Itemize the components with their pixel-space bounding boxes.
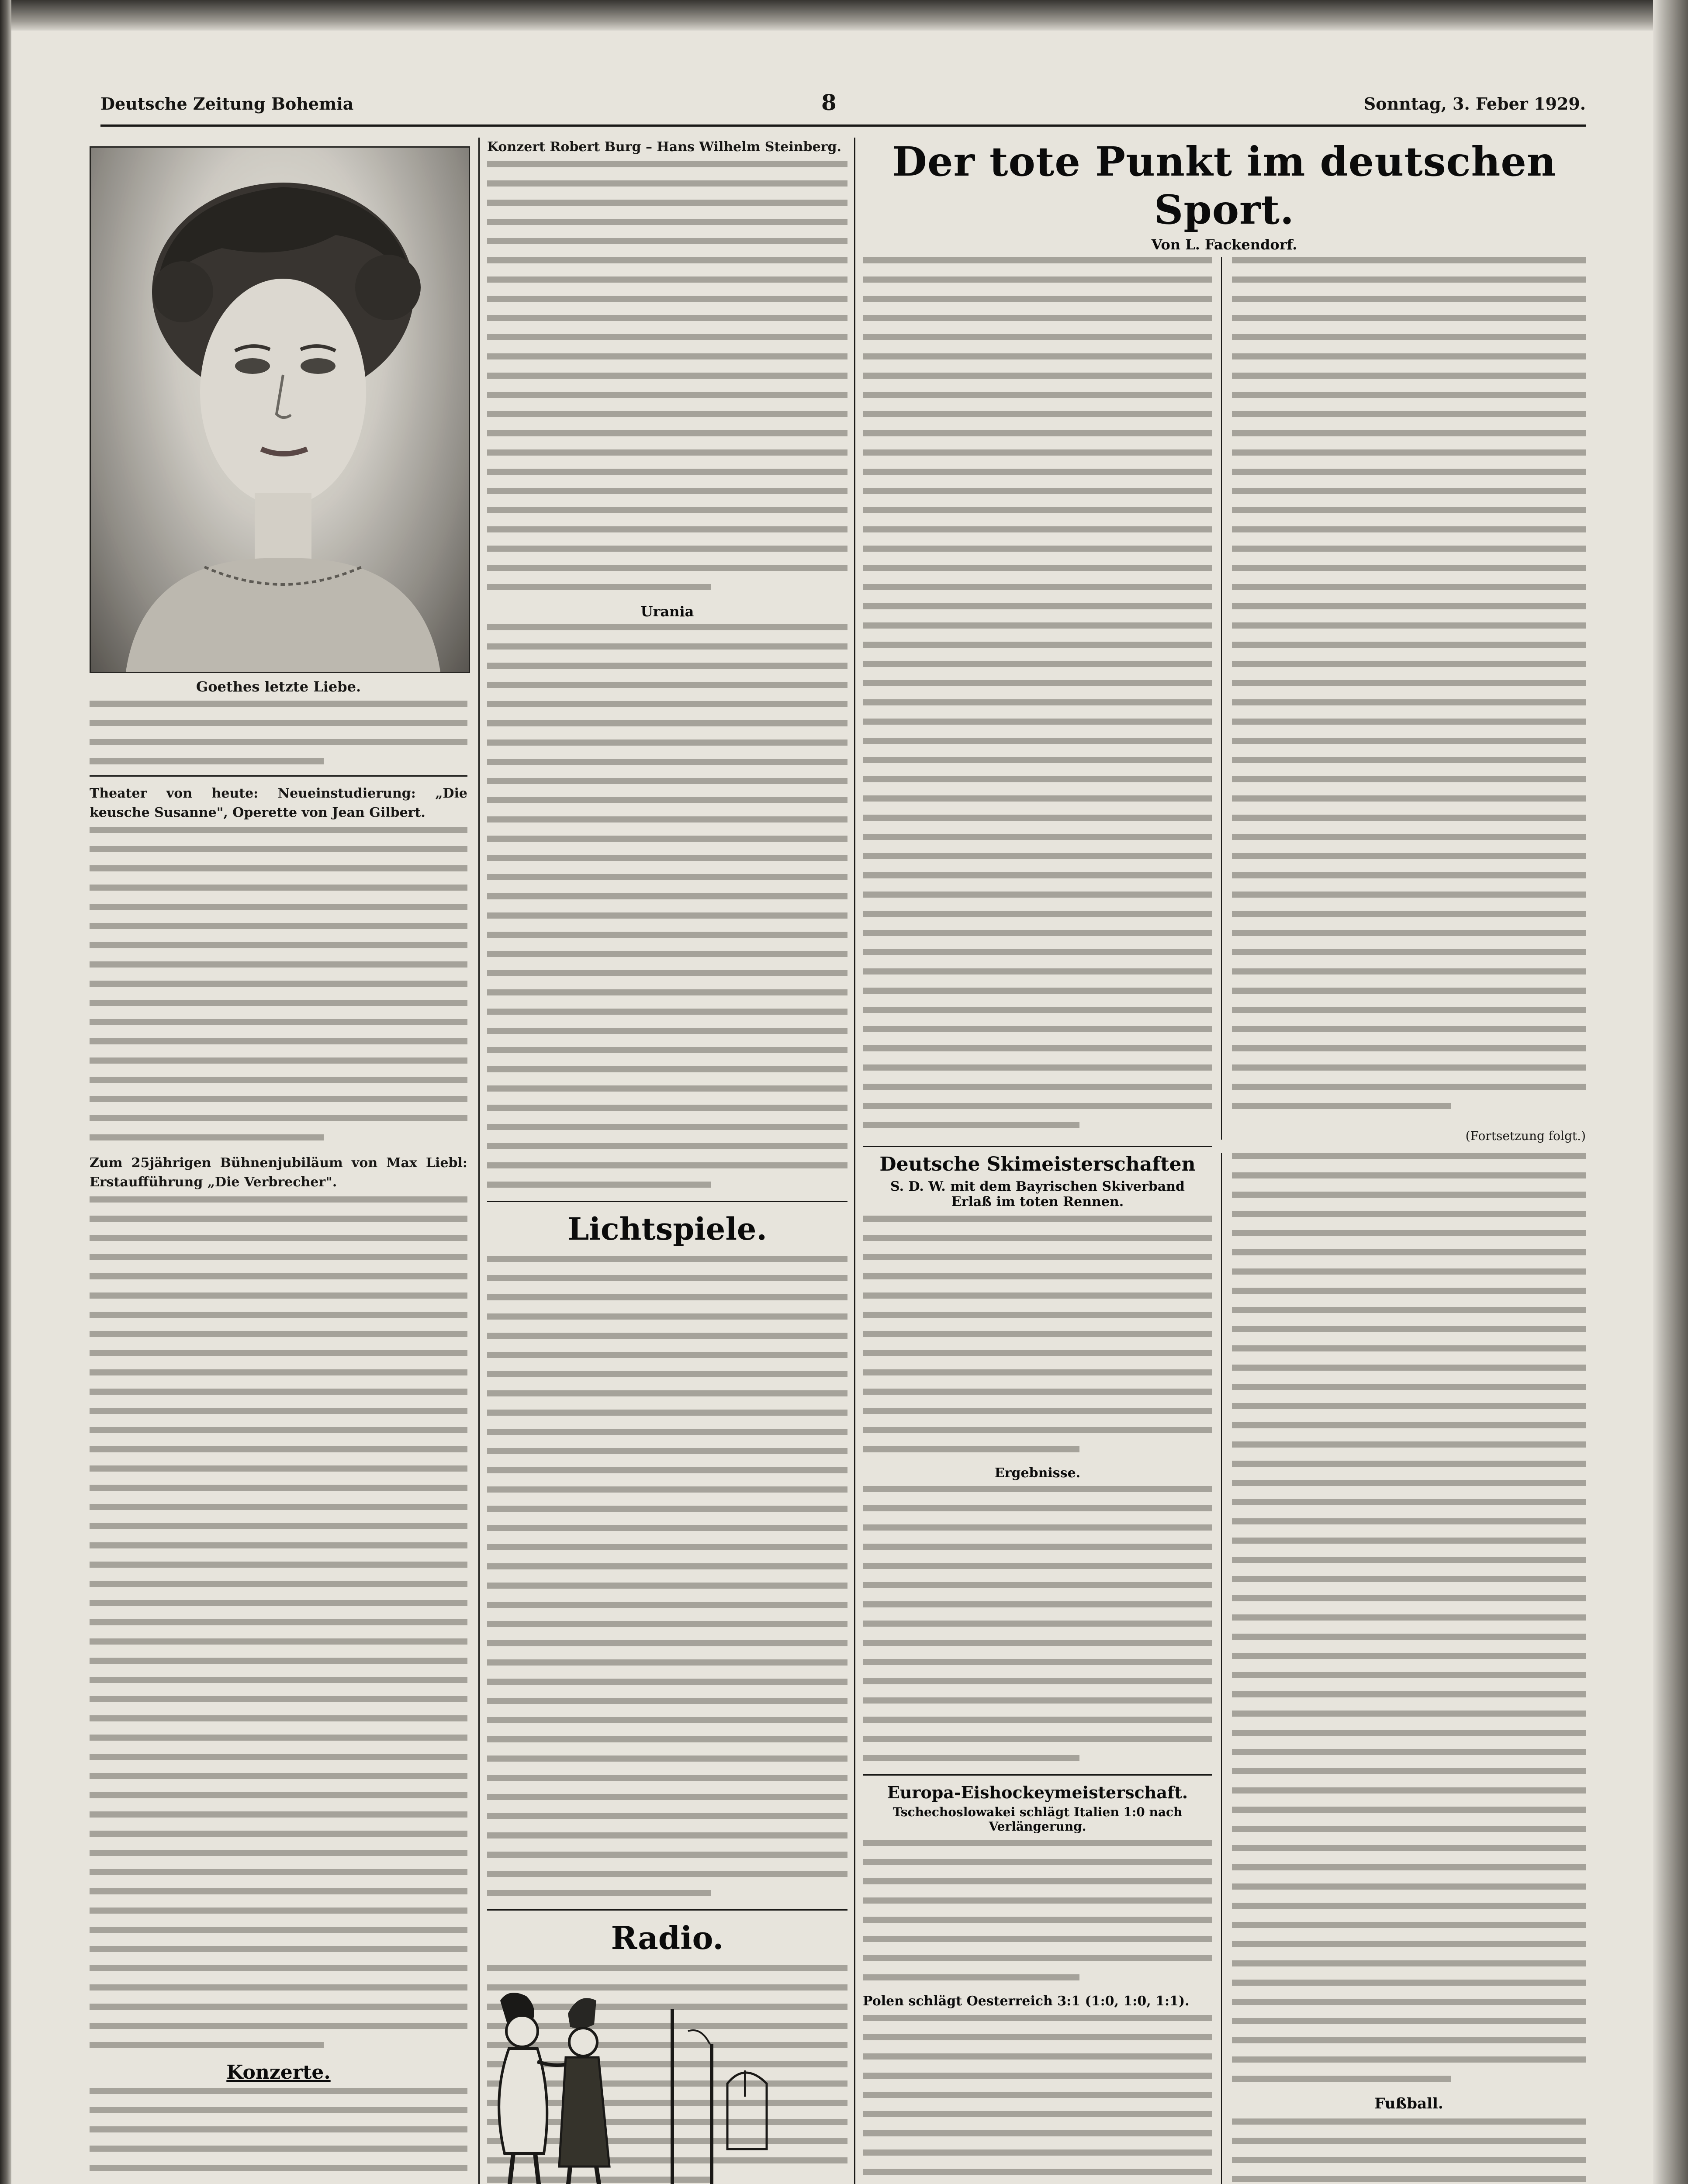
eishockey-text-lines — [863, 1840, 1212, 1980]
masthead-title: Deutsche Zeitung Bohemia — [100, 94, 354, 114]
radio-heading: Radio. — [611, 1919, 724, 1956]
ergebnisse-text-lines — [863, 1486, 1212, 1761]
page-number: 8 — [821, 90, 837, 115]
fussball-heading: Fußball. — [1374, 2095, 1443, 2112]
eishockey-subheading: Tschechoslowakei schlägt Italien 1:0 nach Verlängerung. — [892, 1805, 1183, 1834]
ski-rule — [863, 1146, 1212, 1147]
urania-text-lines — [487, 624, 847, 1188]
events-column — [487, 138, 847, 2184]
ergebnisse-heading: Ergebnisse. — [994, 1465, 1081, 1481]
issue-date: Sonntag, 3. Feber 1929. — [1363, 94, 1586, 114]
konzerte-heading: Konzerte. — [226, 2061, 331, 2084]
sport-column — [863, 138, 1586, 2184]
culture-column — [90, 784, 467, 2184]
continued-note: (Fortsetzung folgt.) — [1465, 1129, 1586, 1143]
konzert-burg-lead: Konzert Robert Burg – Hans Wilhelm Steinberg. — [487, 139, 841, 155]
sport-news-right — [1232, 1153, 1586, 2184]
portrait-illustration — [91, 148, 469, 672]
header-rule — [100, 124, 1586, 127]
photo-caption-text-lines — [90, 701, 467, 764]
scan-edge-left — [0, 0, 11, 2184]
events-text-lines-1 — [487, 161, 847, 590]
sport-byline: Von L. Fackendorf. — [1151, 236, 1297, 253]
jubilaeum-lead: Zum 25jährigen Bühnenjubiläum von Max Liebl: Erstaufführung „Die Verbrecher". — [90, 1155, 467, 1190]
sport-article-body — [863, 257, 1586, 1144]
eishockey-heading: Europa-Eishockeymeisterschaft. — [887, 1783, 1188, 1802]
urania-heading: Urania — [640, 603, 694, 620]
sport-article-right-lines — [1232, 257, 1586, 1122]
ski-subheading-2: Erlaß im toten Rennen. — [951, 1194, 1124, 1209]
theater-text-lines — [90, 827, 467, 1140]
column-divider-2 — [854, 138, 855, 2184]
ski-subheading-1: S. D. W. mit dem Bayrischen Skiverband — [890, 1179, 1185, 1194]
cartoon-illustration — [465, 1983, 810, 2184]
lichtspiele-text-lines — [487, 1256, 847, 1896]
theater-heute-lead: Theater von heute: Neueinstudierung: „Die keusche Susanne", Operette von Jean Gilbert. — [90, 786, 467, 820]
lichtspiele-rule — [487, 1201, 847, 1202]
column-divider-1 — [478, 138, 480, 2184]
cartoon-drawing — [465, 1983, 810, 2184]
sport-lower-divider — [1221, 1153, 1222, 2184]
sport-lower-section — [863, 1153, 1586, 2184]
portrait-photo — [90, 146, 470, 673]
radio-rule — [487, 1909, 847, 1911]
page-header — [100, 90, 1586, 120]
polen-text-lines — [863, 2015, 1212, 2184]
konzerte-text-lines — [90, 2088, 467, 2184]
sport-news-left — [863, 1153, 1212, 2184]
sport-article-left-lines — [863, 257, 1212, 1141]
ski-heading: Deutsche Skimeisterschaften — [879, 1153, 1196, 1175]
photo-caption-title: Goethes letzte Liebe. — [196, 678, 361, 695]
ski-text-lines — [863, 1216, 1212, 1452]
fussball-text-lines — [1232, 2118, 1586, 2184]
eishockey-rule — [863, 1774, 1212, 1776]
scan-edge-right — [1653, 0, 1688, 2184]
sport-inner-divider — [1221, 257, 1222, 1140]
lichtspiele-heading: Lichtspiele. — [567, 1211, 767, 1247]
scan-edge-top — [0, 0, 1688, 31]
polen-result: Polen schlägt Oesterreich 3:1 (1:0, 1:0, 1:1). — [863, 1994, 1190, 2009]
sport-headline: Der tote Punkt im deutschen Sport. — [892, 138, 1557, 233]
photo-caption-block — [90, 677, 467, 778]
sport-news-right-lines — [1232, 1153, 1586, 2082]
caption-rule — [90, 775, 467, 777]
jubilaeum-text-lines — [90, 1196, 467, 2048]
